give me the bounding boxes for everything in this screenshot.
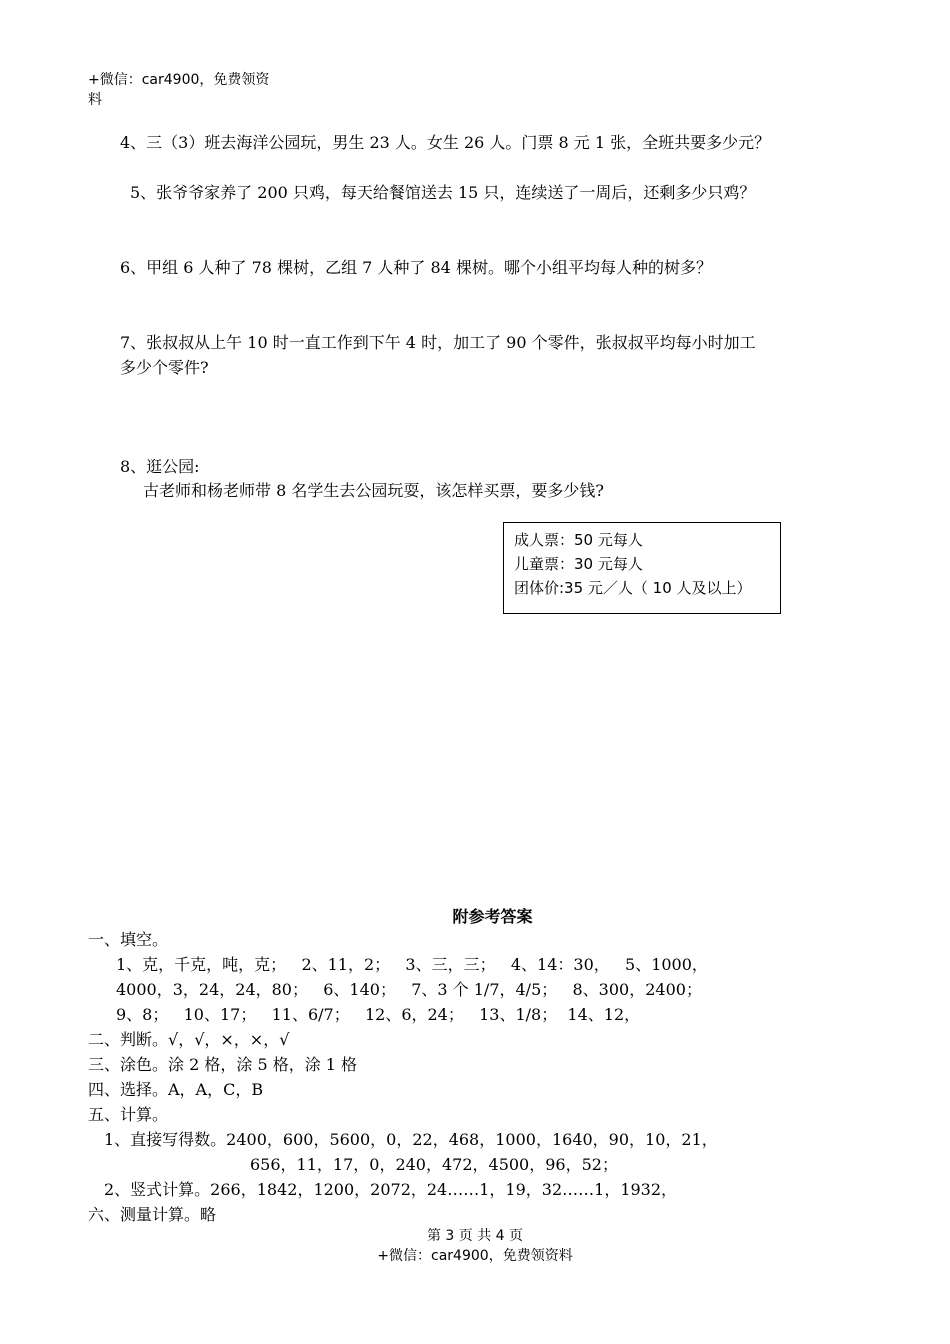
answers-section-5-line1: 1、直接写得数。2400，600，5600，0，22，468，1000，1640，90，10，21， <box>104 1130 718 1149</box>
header-watermark-line1: +微信：car4900，免费领资 <box>88 72 270 88</box>
answers-section-6: 六、测量计算。略 <box>88 1205 217 1224</box>
ticket-price-box <box>503 522 781 614</box>
answers-section-1-line3: 9、8； 10、17； 11、6/7； 12、6，24； 13、1/8； 14、12， <box>116 1005 641 1024</box>
answers-section-5-line3: 2、竖式计算。266，1842，1200，2072，24……1，19，32……1，1932， <box>104 1180 678 1199</box>
answers-section-2: 二、判断。√，√，×，×，√ <box>88 1030 290 1049</box>
group-ticket-price: 团体价:35 元／人（ 10 人及以上） <box>514 579 752 597</box>
answers-section-5-title: 五、计算。 <box>88 1105 169 1124</box>
question-5: 5、张爷爷家养了 200 只鸡，每天给餐馆送去 15 只，连续送了一周后，还剩多少只鸡？ <box>130 183 756 202</box>
question-6: 6、甲组 6 人种了 78 棵树，乙组 7 人种了 84 棵树。哪个小组平均每人种的树多？ <box>120 258 712 277</box>
question-8-title: 8、逛公园: <box>120 457 200 476</box>
answers-section-1-line1: 1、克，千克，吨，克； 2、11，2； 3、三，三； 4、14：30， 5、1000， <box>116 955 708 974</box>
question-7-line2: 多少个零件? <box>120 358 209 377</box>
answers-section-1-title: 一、填空。 <box>88 930 169 949</box>
answers-section-4: 四、选择。A，A，C，B <box>88 1080 264 1099</box>
child-ticket-price: 儿童票：30 元每人 <box>514 555 643 573</box>
page-number: 第 3 页 共 4 页 <box>426 1228 524 1244</box>
footer-watermark: +微信：car4900，免费领资料 <box>377 1248 573 1264</box>
answers-section-5-line2: 656，11，17，0，240，472，4500，96，52； <box>250 1155 618 1174</box>
question-4: 4、三（3）班去海洋公园玩，男生 23 人。女生 26 人。门票 8 元 1 张，全班共要多少元？ <box>120 133 771 152</box>
header-watermark-line2: 料 <box>88 92 102 108</box>
question-7-line1: 7、张叔叔从上午 10 时一直工作到下午 4 时，加工了 90 个零件，张叔叔平均每小时加工 <box>120 333 756 352</box>
answers-section-1-line2: 4000，3，24，24，80； 6、140； 7、3 个 1/7，4/5； 8、300，2400； <box>116 980 702 999</box>
answers-section-3: 三、涂色。涂 2 格，涂 5 格，涂 1 格 <box>88 1055 358 1074</box>
answers-title: 附参考答案 <box>452 907 533 926</box>
question-8-text: 古老师和杨老师带 8 名学生去公园玩耍，该怎样买票，要多少钱? <box>143 481 604 500</box>
adult-ticket-price: 成人票：50 元每人 <box>514 531 643 549</box>
